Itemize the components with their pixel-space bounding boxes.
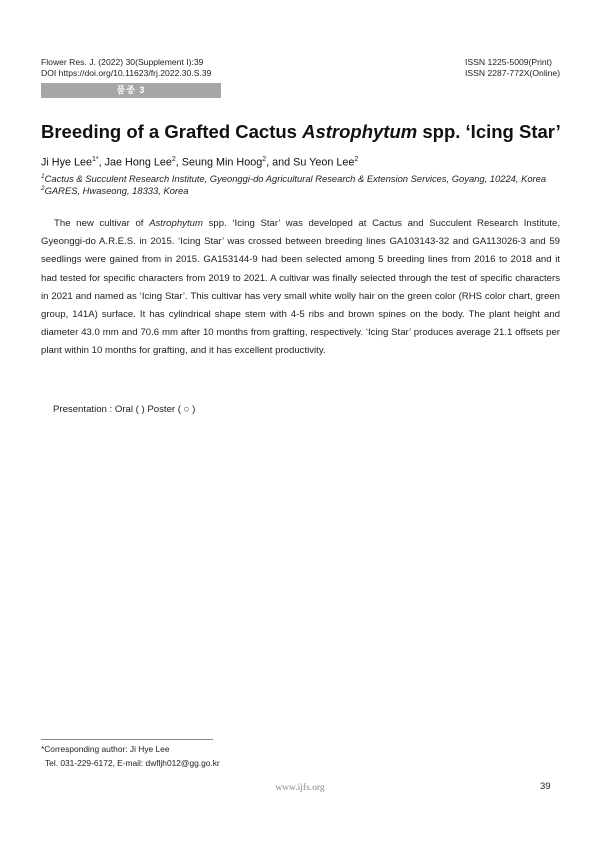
affiliation-mark: 1 <box>41 173 45 180</box>
corresponding-author: *Corresponding author: Ji Hye Lee <box>41 744 170 754</box>
affiliation-text: Cactus & Succulent Research Institute, Gyeonggi-do Agricultural Research & Extension Services, Goyang, 10224, Korea <box>44 173 547 185</box>
author-affiliation-mark: 2 <box>262 156 267 163</box>
abstract-text-rest: spp. ‘Icing Star’ was developed at Cactus and Succulent Research Institute, Gyeonggi-do A.R.E.S. in 2015. ‘Icing Star’ was crossed between breeding lines GA103143-32 and GA113026-3 and 59 seedlings were gained from in 2015. GA153144-9 had been selected among 5 breeding lines from 2016 to 2018 and it had tested for specific characters from 2019 to 2021. A cultivar was finally selected through the test of specific characters in 2021 and named as ‘Icing Star’. This cultivar has very small white wolly hair on the green color (RHS color chart, green group, 141A) surface. It has cylindrical shape stem with 4-5 ribs and brown spines on the body. The plant height and diameter 43.0 mm and 70.6 mm after 10 months from grafting, respectively. ‘Icing Star’ produces average 21.1 offsets per plant within 10 months for grafting, and it has excellent productivity. <box>41 218 560 357</box>
author-name: Seung Min Hoog <box>181 156 263 169</box>
author-name: Jae Hong Lee <box>104 156 172 169</box>
author-separator: , <box>98 156 105 169</box>
paper-title <box>41 120 571 144</box>
author-affiliation-mark: 2 <box>354 156 359 163</box>
issn-online: ISSN 2287-772X(Online) <box>465 68 561 78</box>
abstract-genus: Astrophytum <box>149 218 203 229</box>
author-name: Ji Hye Lee <box>41 156 93 169</box>
journal-citation: Flower Res. J. (2022) 30(Supplement I):39 <box>41 57 204 67</box>
author-separator: , <box>175 156 182 169</box>
issn-print: ISSN 1225-5009(Print) <box>465 57 552 67</box>
author-separator: , and <box>266 156 294 169</box>
title-suffix: spp. ‘Icing Star’ <box>417 121 561 142</box>
abstract-paragraph <box>41 215 560 361</box>
abstract-text-start: The new cultivar of <box>54 218 150 229</box>
title-prefix: Breeding of a Grafted Cactus <box>41 121 303 142</box>
affiliation-mark: 2 <box>41 185 45 192</box>
running-header-right <box>465 57 560 79</box>
affiliation-text: GARES, Hwaseong, 18333, Korea <box>44 185 189 197</box>
author-affiliation-mark: 2 <box>171 156 176 163</box>
doi-line: DOI https://doi.org/10.11623/frj.2022.30.S.39 <box>41 68 212 78</box>
page-number: 39 <box>540 781 551 792</box>
section-label: 품종 3 <box>41 83 221 98</box>
presentation-type: Presentation : Oral ( ) Poster ( ○ ) <box>53 404 196 415</box>
author-affiliation-mark: 1* <box>92 156 99 163</box>
running-header-left <box>41 57 211 79</box>
title-genus: Astrophytum <box>302 121 418 142</box>
footnote-divider <box>41 739 213 740</box>
affiliation-2 <box>41 183 188 197</box>
contact-info: Tel. 031-229-6172, E-mail: dwfljh012@gg.go.kr <box>45 758 220 768</box>
author-list <box>41 156 358 169</box>
journal-url: www.ijfs.org <box>275 783 325 793</box>
author-name: Su Yeon Lee <box>293 156 355 169</box>
